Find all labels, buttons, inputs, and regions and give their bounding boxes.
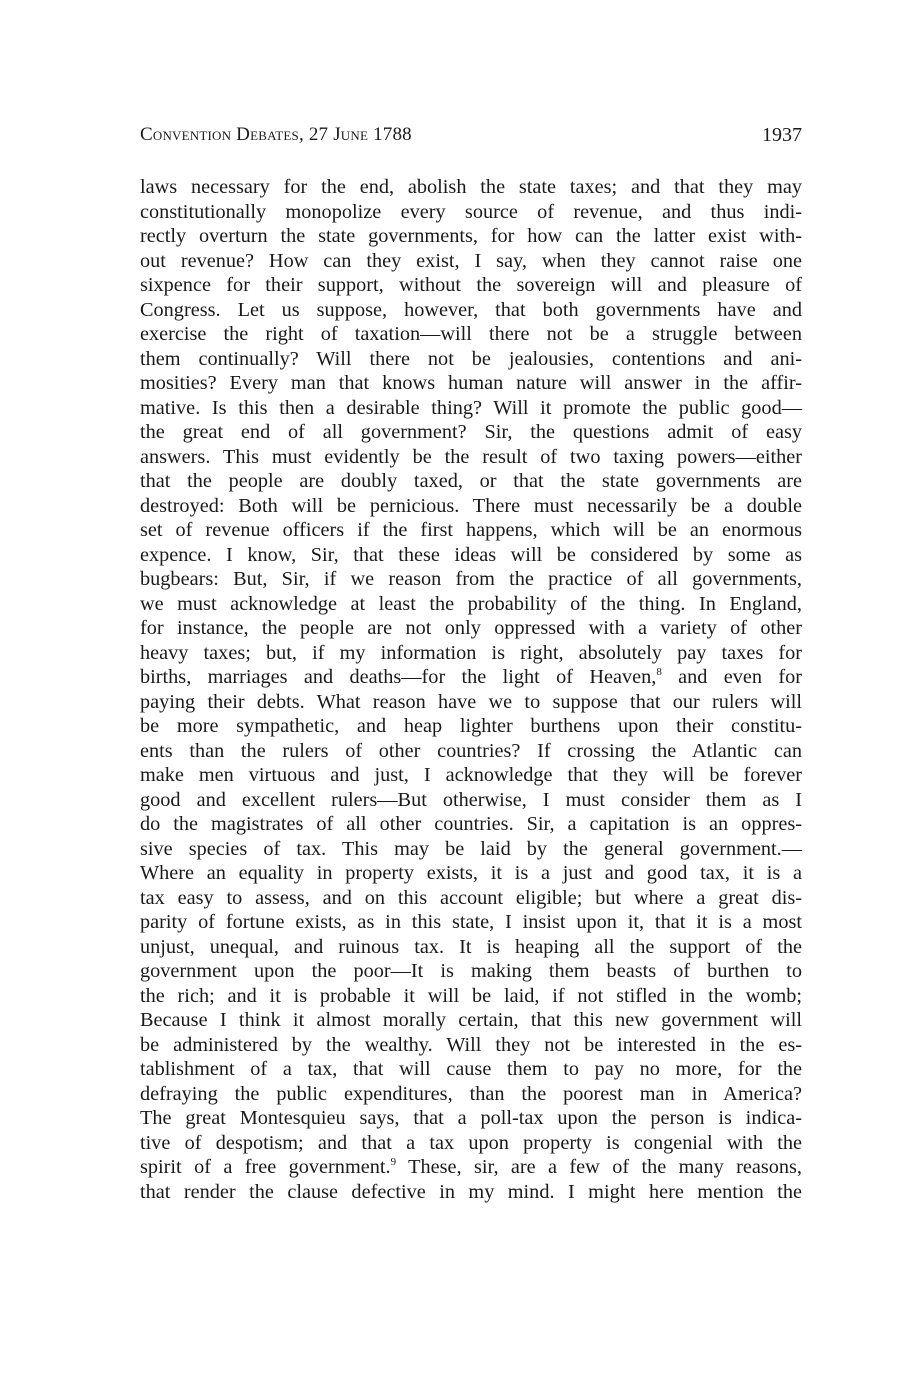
text-line: sive species of tax. This may be laid by the general government.— — [140, 837, 802, 860]
text-line: be more sympathetic, and heap lighter burthens upon their constitu- — [140, 715, 802, 737]
text-line: Where an equality in property exists, it is a just and good tax, it is a — [140, 862, 802, 884]
text-line: Because I think it almost morally certain, that this new government will — [140, 1009, 802, 1031]
text-line: government upon the poor—It is making them beasts of burthen to — [140, 960, 802, 982]
text-line: answers. This must evidently be the result of two taxing powers—either — [140, 445, 802, 468]
text-line: the rich; and it is probable it will be laid, if not stifled in the womb; — [140, 984, 802, 1007]
line-text: spirit of a free government. — [140, 1156, 391, 1178]
text-line: we must acknowledge at least the probability of the thing. In England, — [140, 592, 802, 615]
text-line: exercise the right of taxation—will there not be a struggle between — [140, 323, 802, 345]
text-line: bugbears: But, Sir, if we reason from the practice of all governments, — [140, 568, 802, 590]
text-line: tax easy to assess, and on this account eligible; but where a great dis- — [140, 886, 802, 909]
text-line: good and excellent rulers—But otherwise, I must consider them as I — [140, 788, 802, 811]
text-line: mative. Is this then a desirable thing? Will it promote the public good— — [140, 396, 802, 419]
body-text — [140, 175, 802, 1204]
text-line-with-footnote-8 — [140, 665, 802, 690]
text-line: destroyed: Both will be pernicious. There must necessarily be a double — [140, 494, 802, 517]
line-text: births, marriages and deaths—for the light of Heaven, — [140, 666, 657, 688]
text-line: laws necessary for the end, abolish the state taxes; and that they may — [140, 176, 802, 198]
text-line: them continually? Will there not be jealousies, contentions and ani- — [140, 347, 802, 370]
text-line: constitutionally monopolize every source of revenue, and thus indi- — [140, 200, 802, 223]
text-line: the great end of all government? Sir, the questions admit of easy — [140, 421, 802, 443]
text-line: paying their debts. What reason have we to suppose that our rulers will — [140, 690, 802, 713]
footnote-ref-8: 8 — [656, 666, 662, 678]
text-line: be administered by the wealthy. Will they not be interested in the es- — [140, 1033, 802, 1056]
text-line: that the people are doubly taxed, or that the state governments are — [140, 470, 802, 492]
text-line: make men virtuous and just, I acknowledge that they will be forever — [140, 764, 802, 786]
text-line: set of revenue officers if the first happens, which will be an enormous — [140, 519, 802, 541]
text-line: mosities? Every man that knows human nature will answer in the affir- — [140, 372, 802, 394]
text-line: defraying the public expenditures, than the poorest man in America? — [140, 1082, 802, 1105]
running-title: Convention Debates, 27 June 1788 — [140, 124, 412, 145]
text-line: unjust, unequal, and ruinous tax. It is heaping all the support of the — [140, 935, 802, 958]
text-line-with-footnote-9 — [140, 1155, 802, 1180]
text-line: for instance, the people are not only oppressed with a variety of other — [140, 617, 802, 639]
text-line: The great Montesquieu says, that a poll-tax upon the person is indica- — [140, 1107, 802, 1129]
text-line: that render the clause defective in my mind. I might here mention the — [140, 1180, 802, 1203]
text-line: ents than the rulers of other countries? If crossing the Atlantic can — [140, 739, 802, 762]
text-line: rectly overturn the state governments, for how can the latter exist with- — [140, 225, 802, 247]
text-line: do the magistrates of all other countries. Sir, a capitation is an oppres- — [140, 813, 802, 835]
text-line: expence. I know, Sir, that these ideas will be considered by some as — [140, 543, 802, 566]
text-line: sixpence for their support, without the sovereign will and pleasure of — [140, 274, 802, 296]
text-line: heavy taxes; but, if my information is right, absolutely pay taxes for — [140, 641, 802, 664]
line-text-tail: These, sir, are a few of the many reasons, — [396, 1156, 802, 1178]
line-text-tail: and even for — [661, 666, 802, 688]
page-number: 1937 — [762, 124, 802, 146]
text-line: tive of despotism; and that a tax upon property is congenial with the — [140, 1131, 802, 1154]
text-line: Congress. Let us suppose, however, that both governments have and — [140, 298, 802, 321]
text-line: parity of fortune exists, as in this state, I insist upon it, that it is a most — [140, 911, 802, 933]
text-line: out revenue? How can they exist, I say, when they cannot raise one — [140, 249, 802, 272]
text-line: tablishment of a tax, that will cause them to pay no more, for the — [140, 1058, 802, 1080]
running-head — [140, 124, 802, 150]
footnote-ref-9: 9 — [390, 1156, 397, 1168]
